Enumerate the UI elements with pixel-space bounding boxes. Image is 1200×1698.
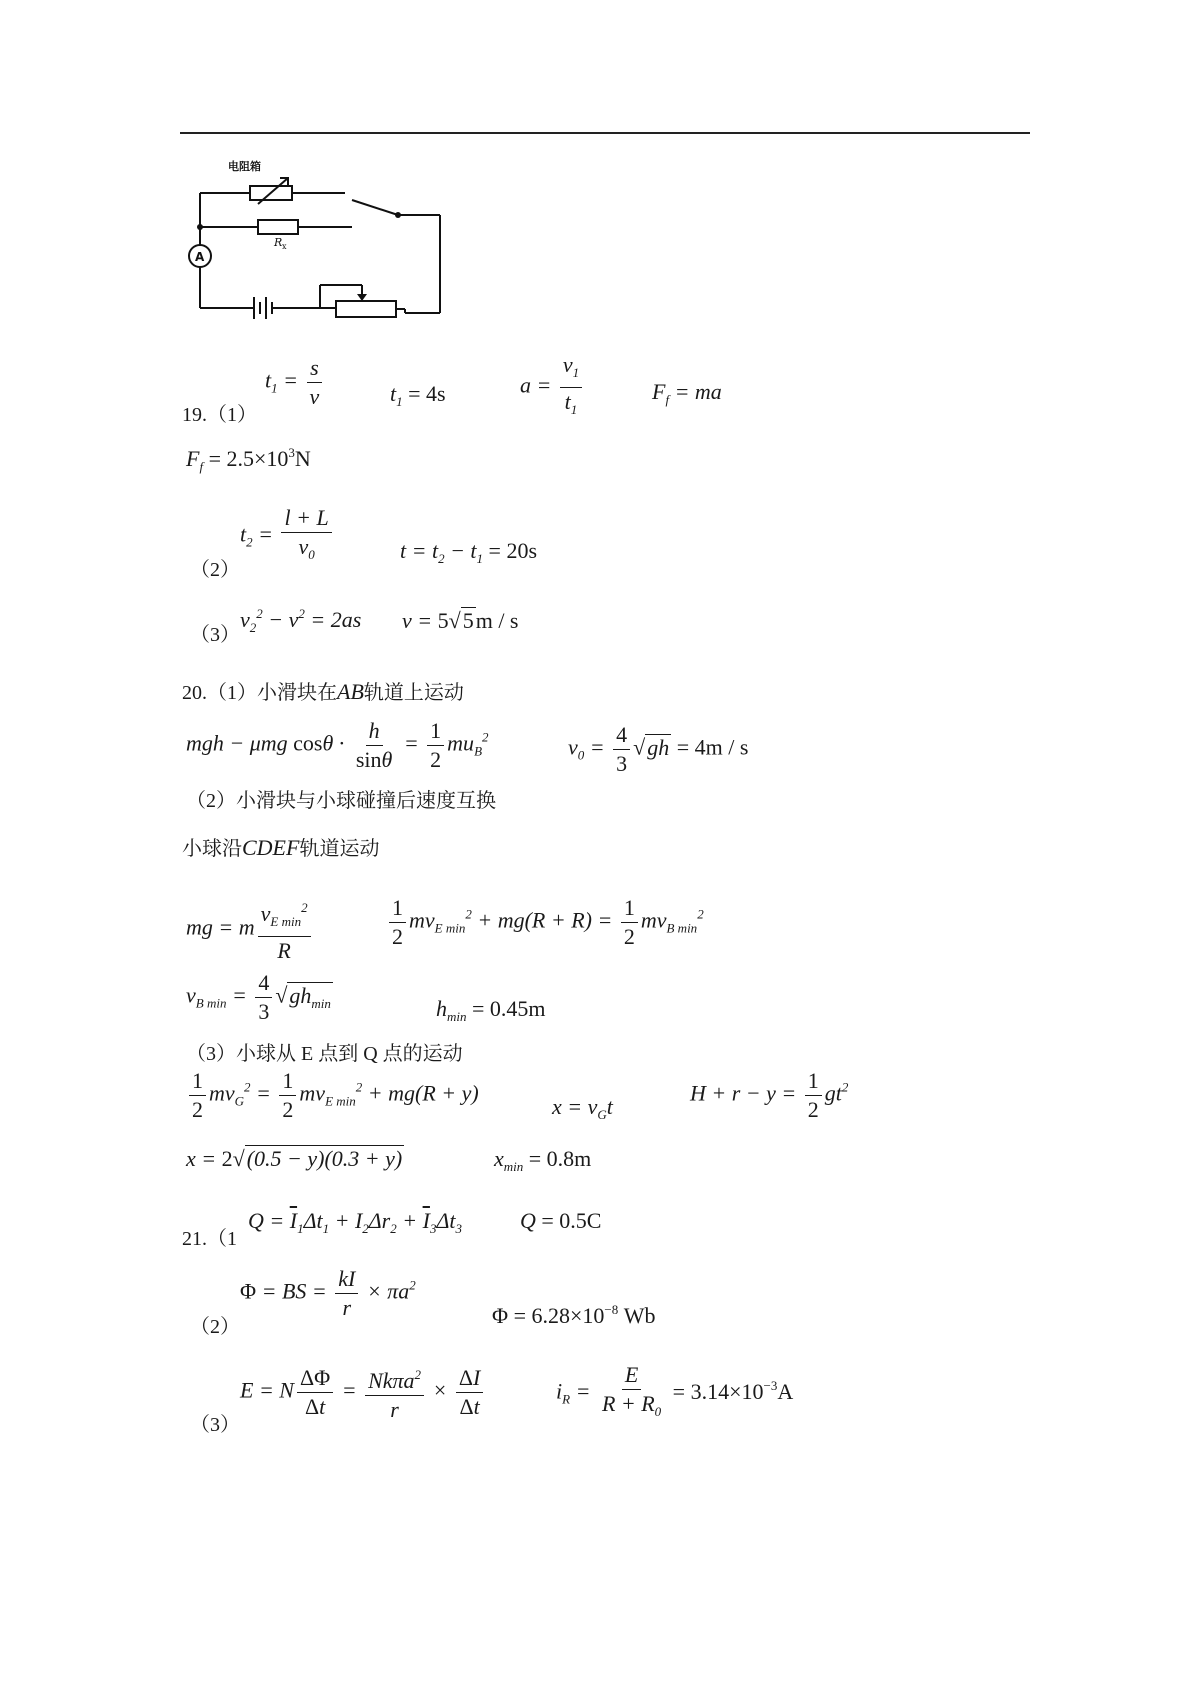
q19-part1-label: 19.（1） [182,404,257,426]
ammeter-label: A [195,250,205,264]
q19-eq-ff: $F_f$ = ma [652,379,722,407]
q19-eq-t: $t = t_2 - t_1 = 20s$ [400,538,538,566]
q21-part1-label: 21.（1 [182,1228,237,1250]
q20-eq-energy3: $\frac{1}{2}$ $mv_G^2$ = $\frac{1}{2}$ $mv_{E min}^2 + mg(R + y)$ [186,1068,479,1123]
q19-eq-ff-value: $F_f = 2.5\times 10^3N$ [186,445,311,474]
q20-eq-fall: H + r − y = $\frac{1}{2}$ $gt^2$ [690,1068,849,1122]
q19-eq-a: a = $\frac{v_1}{t_1}$ [520,352,585,423]
circuit-diagram [180,160,450,330]
q20-part1-label: 20.（1）小滑块在AB轨道上运动 [182,679,464,704]
q20-eq-v0: $v_0$ = $\frac{4}{3}$ √gh = 4m / s [568,722,749,776]
q21-part2-label: （2） [190,1316,240,1338]
q19-eq-v2: $v_2^2 - v^2 = 2as$ [240,606,362,635]
header-rule [180,132,1030,134]
q20-eq-energy: mgh − μmg cosθ · $\frac{h}{\sin\theta}$ = $\frac{1}{2}$ $mu_B^2$ [186,718,489,772]
circuit-label-rx: R [274,236,283,249]
q20-part3-label: （3）小球从 E 点到 Q 点的运动 [186,1043,463,1065]
q19-eq-t1: $t_1$ = $\frac{s}{v}$ [265,355,325,410]
q21-eq-q-value: Q = 0.5C [520,1208,602,1233]
q21-eq-q: $Q = \overline{I}_1\Delta t_1 + I_2\Delta r_2 + \overline{I}_3\Delta t_3$ [248,1208,462,1236]
q19-part3-label: （3） [190,624,240,646]
q20-eq-circular: mg = m $\frac{v_{E min}^2}{R}$ [186,895,314,964]
q21-eq-ir: $i_R$ = $\frac{E}{R + R_0}$ = $3.14\times 10^{-3}A$ [556,1362,794,1419]
q20-eq-x: $x = v_Gt$ [552,1094,613,1122]
q21-eq-e: E = N $\frac{\Delta\Phi}{\Delta t}$ = $\frac{Nk\pi a^2}{r}$ × $\frac{\Delta I}{\Delta t}$ [240,1362,486,1423]
q20-part2-label: （2）小滑块与小球碰撞后速度互换 [186,790,496,812]
q20-eq-xmin: $x_{min} = 0.8m$ [494,1146,592,1174]
circuit-label-rx-sub: x [282,242,287,251]
q21-eq-phi-value: $\Phi = 6.28\times 10^{-8}$ Wb [492,1302,656,1328]
q20-eq-energy2: $\frac{1}{2}$ $mv_{E min}^2 + mg(R + R)$ = $\frac{1}{2}$ $mv_{B min}^2$ [386,895,704,950]
q19-eq-t2: $t_2$ = $\frac{l + L}{v_0}$ [240,505,335,568]
q20-part2b-label: 小球沿CDEF轨道运动 [182,835,380,860]
q21-eq-phi: Φ = BS = $\frac{kI}{r}$ × $\pi a^2$ [240,1266,416,1320]
q19-part2-label: （2） [190,559,240,581]
q19-eq-v: v = 5√5m / s [402,608,519,633]
q20-eq-hmin: $h_{min} = 0.45m$ [436,996,546,1024]
q20-eq-x-expr: x = 2√(0.5 − y)(0.3 + y) [186,1146,403,1171]
circuit-label-box: 电阻箱 [228,160,261,173]
q20-eq-vbmin: $v_{B min}$ = $\frac{4}{3}$ $√gh_{min}$ [186,970,331,1024]
q19-eq-t1-value: $t_1 = 4s$ [390,381,446,409]
q21-part3-label: （3） [190,1414,240,1436]
